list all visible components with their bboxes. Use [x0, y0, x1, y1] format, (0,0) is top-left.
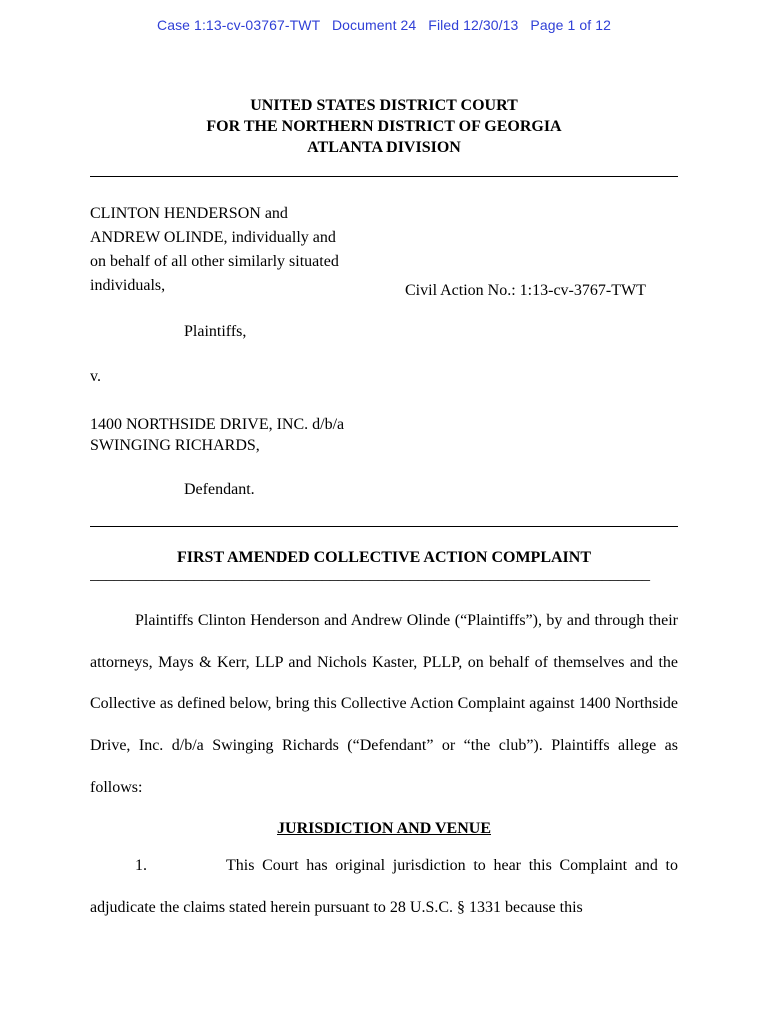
- caption-top-rule: [90, 176, 678, 177]
- plaintiff-line: on behalf of all other similarly situated: [90, 253, 339, 270]
- versus-label: v.: [90, 368, 101, 385]
- defendant-line: 1400 NORTHSIDE DRIVE, INC. d/b/a: [90, 416, 345, 433]
- intro-paragraph: Plaintiffs Clinton Henderson and Andrew Olinde (“Plaintiffs”), by and through their attorneys, Mays & Kerr, LLP and Nichols Kaster, PLLP, on behalf of themselves and the Collective as defined below, bring this Collective Action Complaint against 1400 Northside Drive, Inc. d/b/a Swinging Richards (“Defendant” or “the club”). Plaintiffs allege as follows:: [90, 612, 678, 796]
- case-header-stamp: Case 1:13-cv-03767-TWT Document 24 Filed 12/30/13 Page 1 of 12: [156, 17, 611, 33]
- section-heading: JURISDICTION AND VENUE: [277, 820, 491, 837]
- complaint-title: FIRST AMENDED COLLECTIVE ACTION COMPLAINT: [177, 549, 591, 566]
- paragraph-text: This Court has original jurisdiction to hear this Complaint and to adjudicate the claims stated herein pursuant to 28 U.S.C. § 1331 because this: [90, 857, 678, 916]
- paragraph-1: [90, 845, 678, 928]
- court-name-line: UNITED STATES DISTRICT COURT: [250, 97, 518, 114]
- plaintiff-line: CLINTON HENDERSON and: [90, 205, 288, 222]
- court-heading: [0, 95, 768, 158]
- caption-bottom-rule: [90, 526, 678, 527]
- plaintiff-line: individuals,: [90, 277, 166, 294]
- paragraph-number: 1.: [135, 857, 147, 874]
- court-division-line: ATLANTA DIVISION: [307, 139, 461, 156]
- defendant-label: Defendant.: [184, 481, 255, 498]
- plaintiffs-caption: [90, 202, 380, 298]
- title-underline: ______________________________________________________________________: [90, 566, 650, 583]
- defendant-line: SWINGING RICHARDS,: [90, 437, 260, 454]
- court-district-line: FOR THE NORTHERN DISTRICT OF GEORGIA: [206, 118, 562, 135]
- defendant-caption: [90, 414, 344, 456]
- plaintiffs-label: Plaintiffs,: [184, 323, 247, 340]
- civil-action-number: Civil Action No.: 1:13-cv-3767-TWT: [405, 282, 646, 299]
- plaintiff-line: ANDREW OLINDE, individually and: [90, 229, 336, 246]
